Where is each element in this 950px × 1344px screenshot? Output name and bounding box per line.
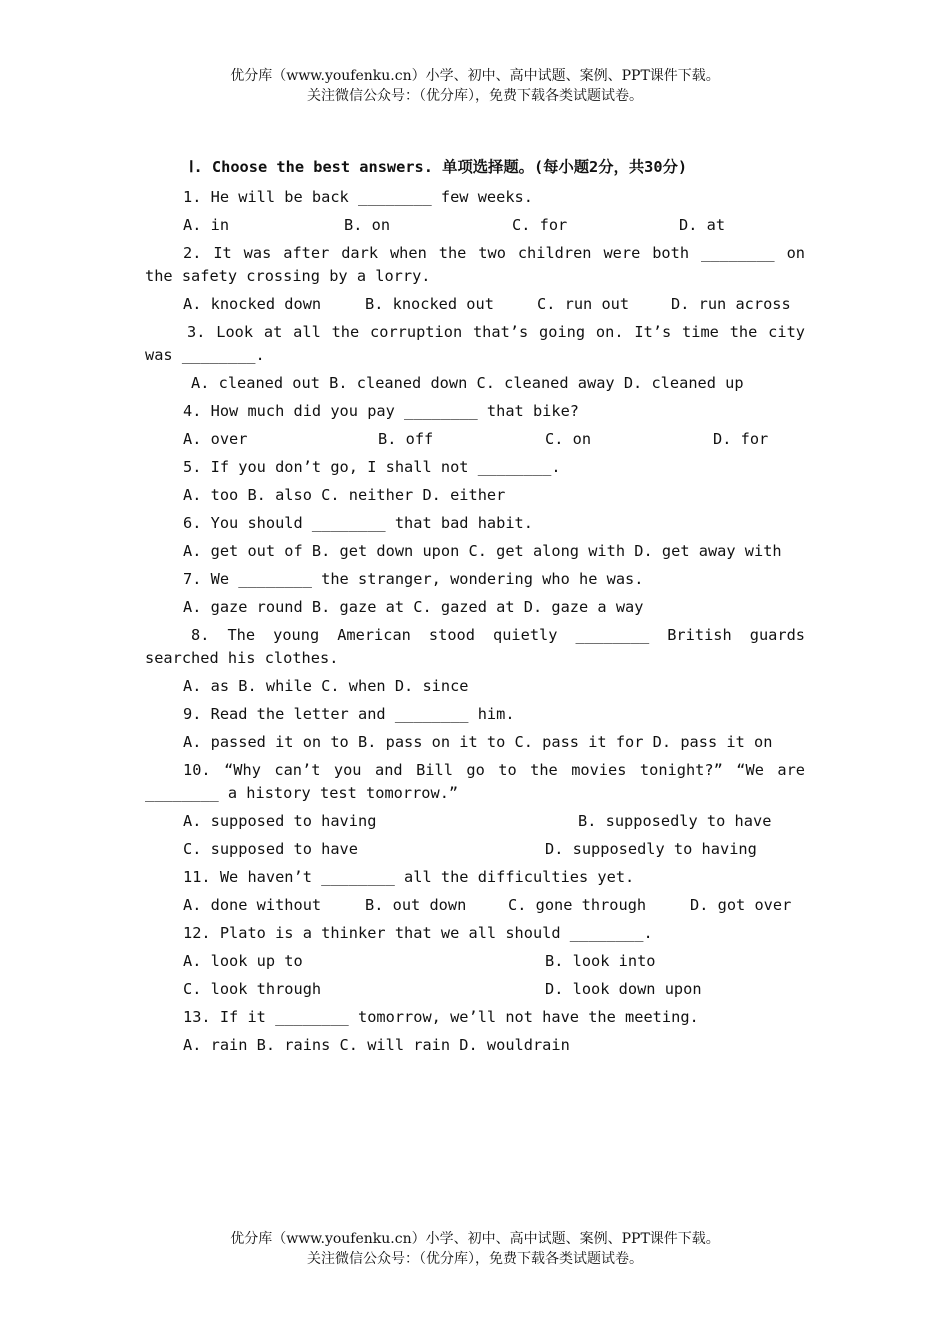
question-stem: 13. If it ________ tomorrow, we’ll not have the meeting. xyxy=(183,1008,699,1026)
option: D. got over xyxy=(690,896,792,914)
section-title: Ⅰ. Choose the best answers. 单项选择题。(每小题2分，共30分) xyxy=(189,158,688,176)
question-stem: 11. We haven’t ________ all the difficulties yet. xyxy=(183,868,635,886)
option: C. gone through xyxy=(508,896,647,914)
option: A. in xyxy=(183,216,230,234)
option: A. knocked down xyxy=(183,295,322,313)
option: C. look through xyxy=(183,980,322,998)
question-stem: 10. “Why can’t you and Bill go to the movies tonight?” “We are ________ a history test tomorrow.” xyxy=(145,761,805,802)
option: C. on xyxy=(545,430,592,448)
question-stem: 7. We ________ the stranger, wondering who he was. xyxy=(183,570,644,588)
question-stem: 9. Read the letter and ________ him. xyxy=(183,705,515,723)
options-row xyxy=(145,978,805,1001)
option: D. run across xyxy=(671,295,791,313)
options-row xyxy=(145,293,805,316)
question-stem: 6. You should ________ that bad habit. xyxy=(183,514,533,532)
options-row xyxy=(145,428,805,451)
question-stem: 4. How much did you pay ________ that bike? xyxy=(183,402,580,420)
footer-line-2: 关注微信公众号：（优分库），免费下载各类试题试卷。 xyxy=(307,1251,643,1267)
option: A. supposed to having xyxy=(183,812,377,830)
option: B. look into xyxy=(545,952,656,970)
options-text: A. as B. while C. when D. since xyxy=(183,677,469,695)
footer-line-1: 优分库（www.youfenku.cn）小学、初中、高中试题、案例、PPT课件下载。 xyxy=(230,1231,720,1247)
option: A. over xyxy=(183,430,248,448)
page-footer xyxy=(0,1229,950,1269)
option: A. done without xyxy=(183,896,322,914)
question-stem: 1. He will be back ________ few weeks. xyxy=(183,188,533,206)
options-row xyxy=(145,894,805,917)
exam-content xyxy=(145,153,805,1057)
options-row xyxy=(145,838,805,861)
option: B. off xyxy=(378,430,434,448)
options-text: A. gaze round B. gaze at C. gazed at D. gaze a way xyxy=(183,598,644,616)
question-stem: 8. The young American stood quietly ________ British guards searched his clothes. xyxy=(145,626,805,667)
options-text: A. rain B. rains C. will rain D. wouldrain xyxy=(183,1036,570,1054)
question-stem: 2. It was after dark when the two children were both ________ on the safety crossing by a lorry. xyxy=(145,244,805,285)
question-stem: 12. Plato is a thinker that we all should ________. xyxy=(183,924,653,942)
option: D. for xyxy=(713,430,769,448)
option: B. on xyxy=(344,216,391,234)
option: D. at xyxy=(679,216,726,234)
options-text: A. passed it on to B. pass on it to C. pass it for D. pass it on xyxy=(183,733,773,751)
option: C. supposed to have xyxy=(183,840,358,858)
option: B. out down xyxy=(365,896,467,914)
question-stem: 5. If you don’t go, I shall not ________. xyxy=(183,458,561,476)
option: C. run out xyxy=(537,295,630,313)
option: A. look up to xyxy=(183,952,303,970)
option: D. look down upon xyxy=(545,980,702,998)
options-text: A. cleaned out B. cleaned down C. cleaned away D. cleaned up xyxy=(191,374,744,392)
header-line-1: 优分库（www.youfenku.cn）小学、初中、高中试题、案例、PPT课件下载。 xyxy=(230,68,720,84)
question-stem: 3. Look at all the corruption that’s going on. It’s time the city was ________. xyxy=(145,323,805,364)
option: B. knocked out xyxy=(365,295,494,313)
options-row xyxy=(145,810,805,833)
options-text: A. too B. also C. neither D. either xyxy=(183,486,506,504)
options-row xyxy=(145,214,805,237)
option: C. for xyxy=(512,216,568,234)
options-text: A. get out of B. get down upon C. get along with D. get away with xyxy=(183,542,782,560)
option: D. supposedly to having xyxy=(545,840,757,858)
options-row xyxy=(145,950,805,973)
page-header xyxy=(0,66,950,106)
option: B. supposedly to have xyxy=(578,812,772,830)
header-line-2: 关注微信公众号：（优分库），免费下载各类试题试卷。 xyxy=(307,88,643,104)
